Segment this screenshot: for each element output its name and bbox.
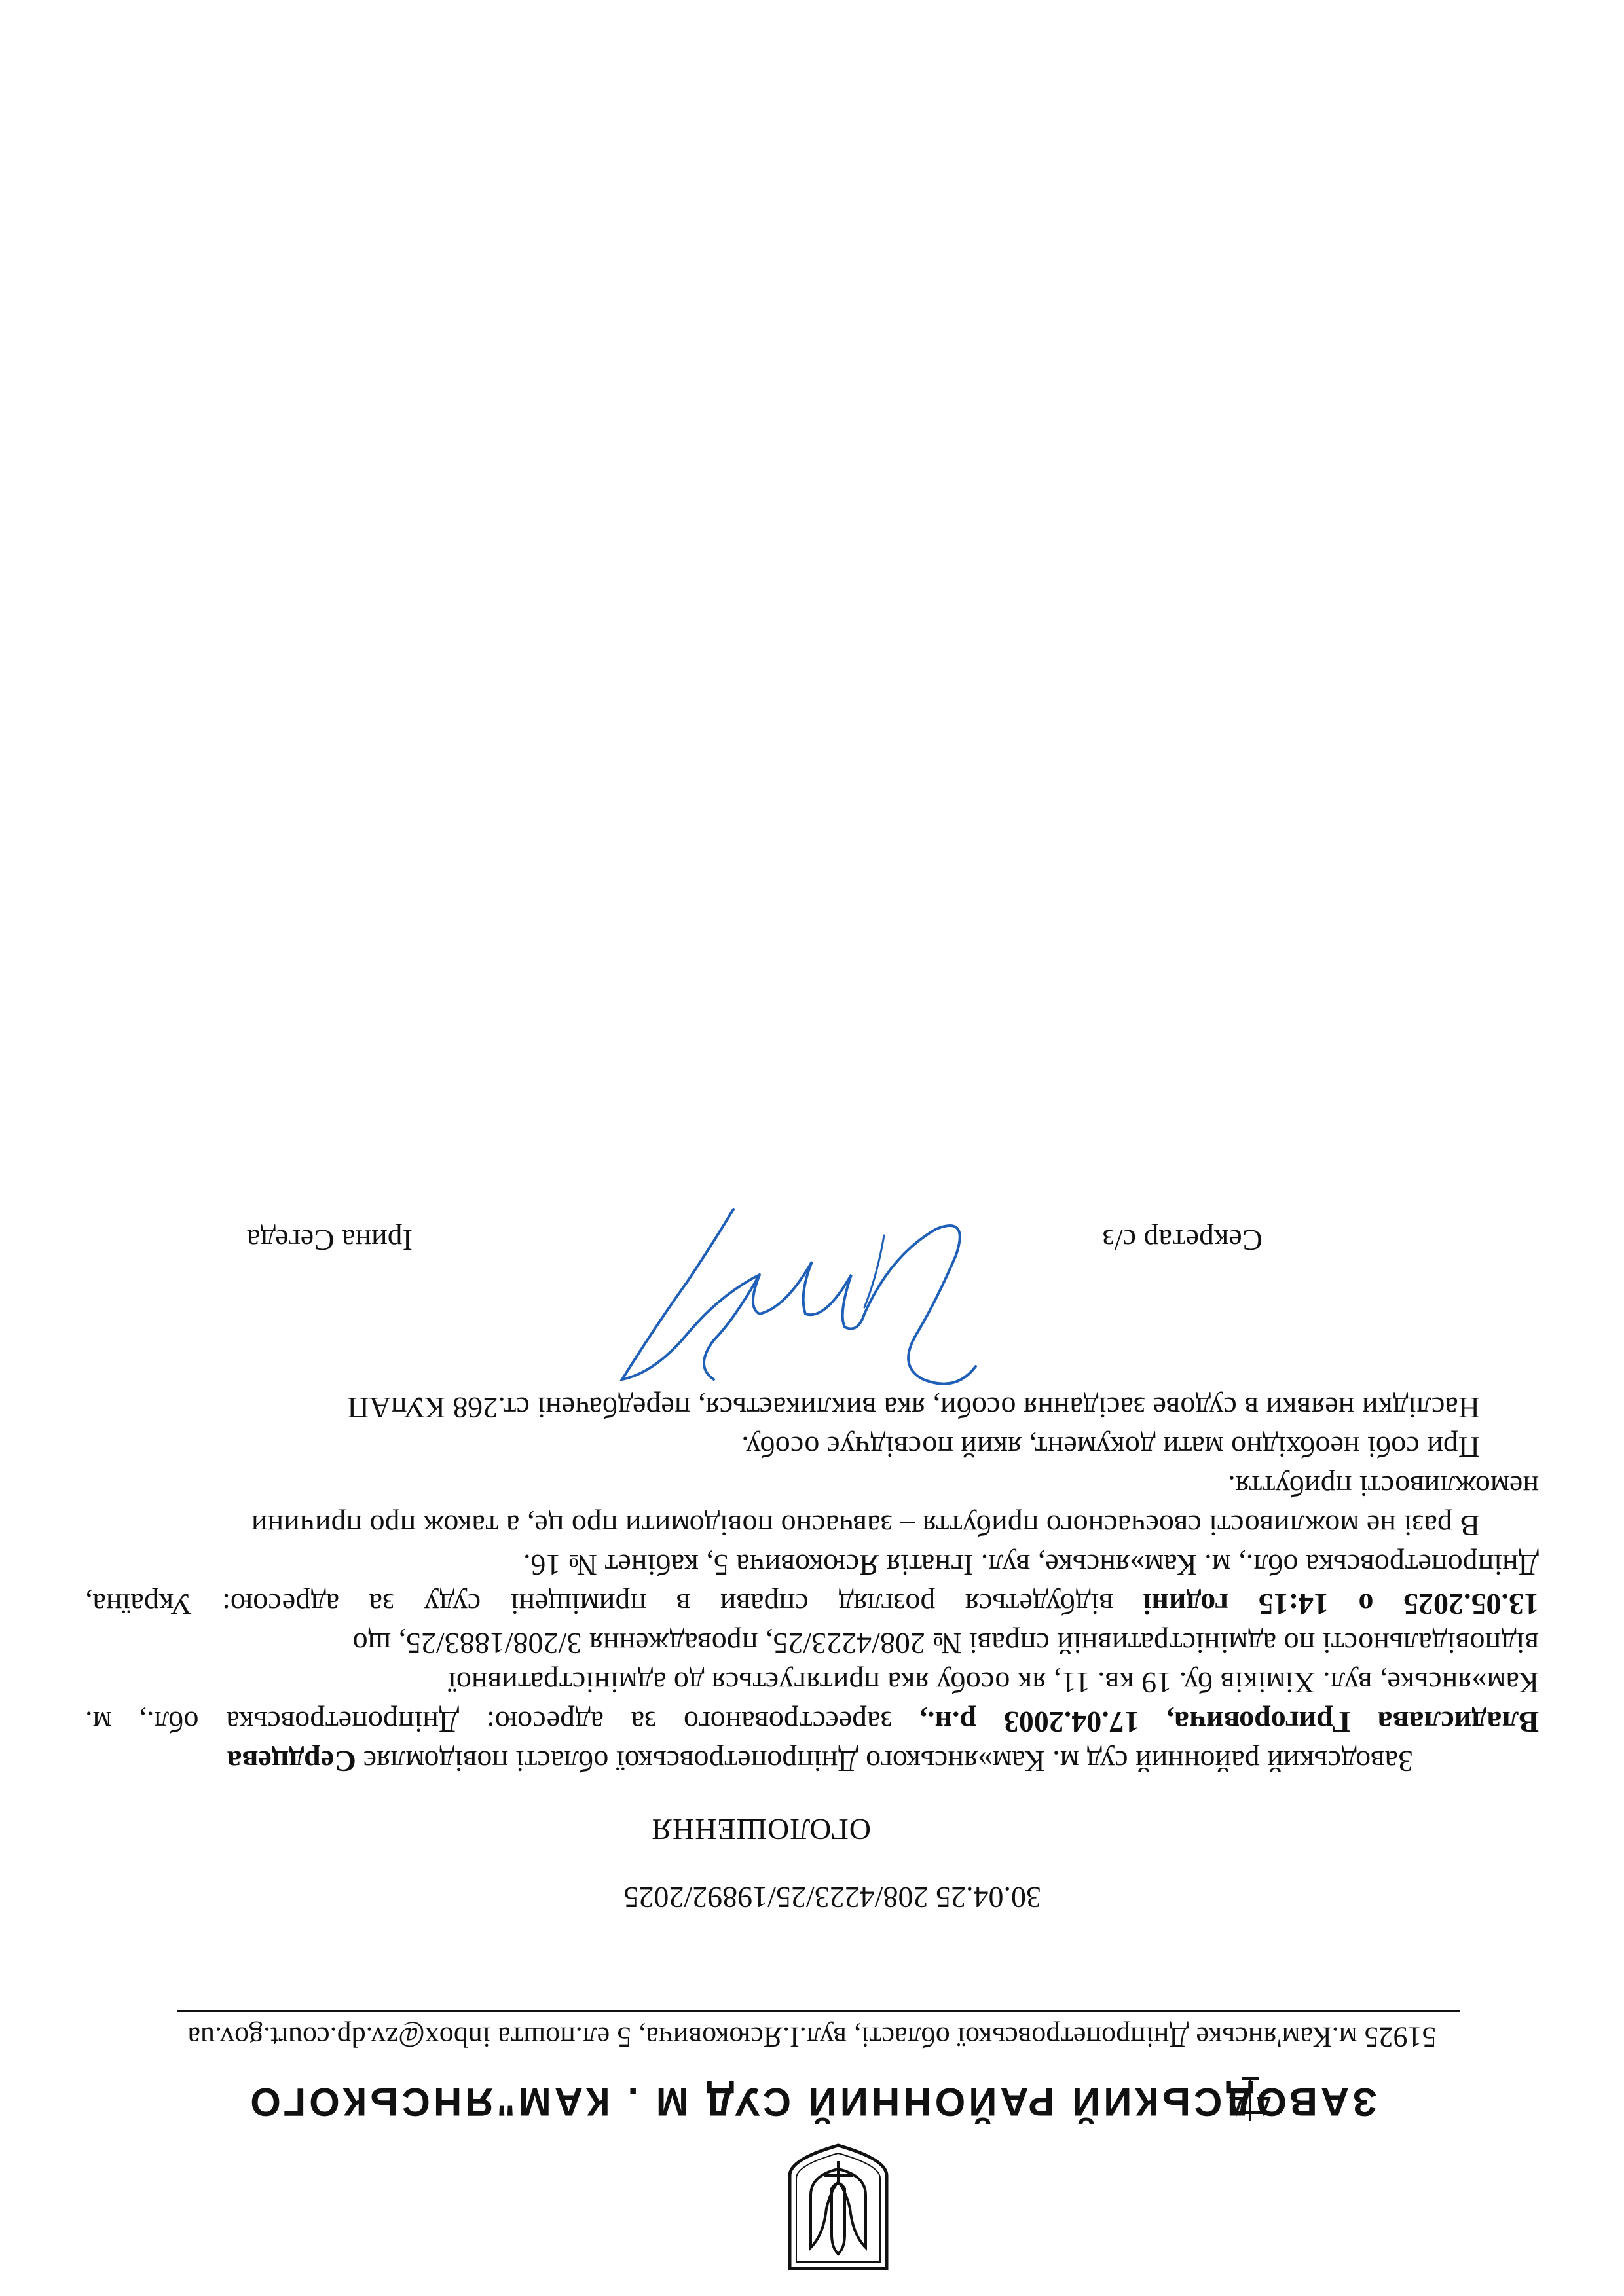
body-line-4: відповідальності по адміністративній справі № 208/4223/25, провадження 3/208/1883/25, що <box>352 1627 1539 1660</box>
body-line-2 <box>85 1705 1539 1740</box>
body-text: зареєстрованого за адресою: Дніпропетровська обл., м. <box>84 1705 893 1739</box>
body-line-1 <box>227 1744 1413 1779</box>
body-line-3: Кам»янське, вул. Хіміків бу. 19 кв. 11, як особу яка притягується до адміністративної <box>448 1666 1539 1700</box>
handwritten-signature <box>602 1190 995 1406</box>
body-line-6: Дніпропетровська обл., м. Кам»янське, вул. Ігнатія Ясюковича 5, кабінет № 16. <box>523 1548 1539 1582</box>
body-line-9: При собі необхідно мати документ, який посвідчує особу. <box>741 1430 1480 1464</box>
page-title: ОГОЛОШЕННЯ <box>651 1813 871 1846</box>
signatory-name: Ірина Сегеда <box>246 1224 413 1257</box>
body-line-10: Наслідки неявки в судове засідання особи, яка викликається, передбачені ст.268 КУпАП <box>347 1391 1480 1425</box>
body-line-5 <box>85 1587 1539 1622</box>
body-line-8: неможливості прибуття. <box>1228 1470 1539 1503</box>
defendant-name-dob: Владислава Григоровича, 17.04.2003 р.н., <box>919 1705 1539 1739</box>
body-text: Заводський районний суд м. Кам»янського Дніпропетровської області повідомляє <box>363 1745 1413 1778</box>
signatory-title: Секретар с/з <box>1102 1224 1263 1257</box>
body-line-7: В разі не можливості своєчасного прибуття – завчасно повідомити про це, а також про причини <box>251 1509 1480 1542</box>
registration-number: 30.04.25 208/4223/25/19892/2025 <box>623 1881 1041 1914</box>
tryzub-coat-of-arms-icon <box>784 2143 892 2274</box>
court-address: 51925 м.Кам'янське Дніпропетровської області, вул.І.Ясюковича, 5 ел.пошта inbox@zv.dp.court.gov.ua <box>187 2021 1437 2053</box>
defendant-surname: Сердцева <box>227 1745 356 1778</box>
body-text: відбудеться розгляд справи в приміщені суду за адресою: Україна, <box>84 1588 1114 1621</box>
hearing-date-time: 13.05.2025 о 14:15 годині <box>1143 1588 1539 1621</box>
court-name: ЗАВОДСЬКИЙ РАЙОННИЙ СУД М . КАМ"ЯНСЬКОГО <box>247 2080 1377 2124</box>
address-underline <box>177 2010 1460 2012</box>
